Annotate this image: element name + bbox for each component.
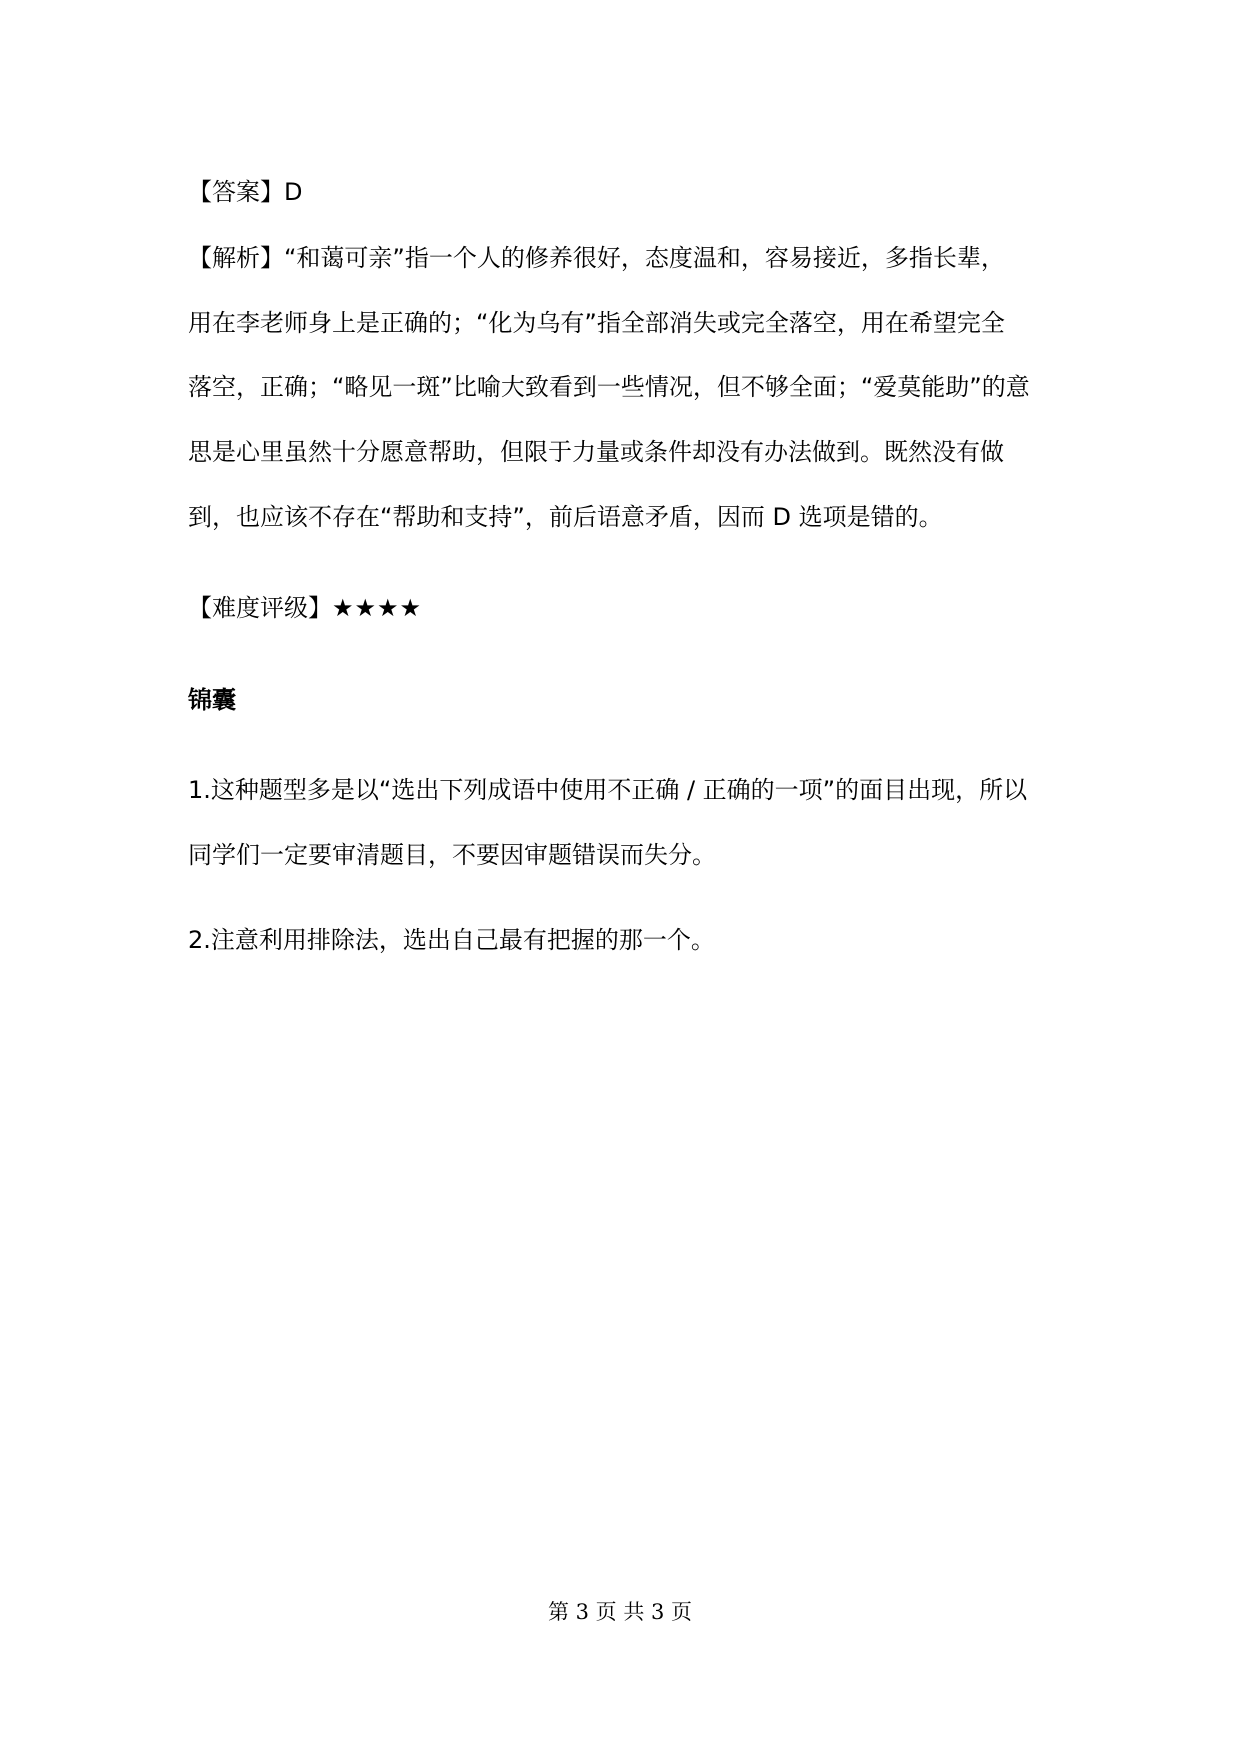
analysis-line-1 [188,243,1005,273]
answer-value: D [284,178,303,206]
analysis-label: 【解析】 [188,244,284,272]
tip-1-line-1: 1.这种题型多是以“选出下列成语中使用不正确 / 正确的一项”的面目出现，所以 [188,776,1028,804]
tip-1-line-2: 同学们一定要审清题目，不要因审题错误而失分。 [188,841,716,869]
analysis-line-5: 到，也应该不存在“帮助和支持”，前后语意矛盾，因而 D 选项是错的。 [188,503,943,531]
tip-2-line-1: 2.注意利用排除法，选出自己最有把握的那一个。 [188,926,715,954]
analysis-text: “和蔼可亲”指一个人的修养很好，态度温和，容易接近，多指长辈， [284,244,1005,272]
page-number-footer: 第 3 页 共 3 页 [547,1600,693,1624]
difficulty-line [188,593,422,623]
answer-line [188,177,302,207]
analysis-line-4: 思是心里虽然十分愿意帮助，但限于力量或条件却没有办法做到。既然没有做 [188,438,1004,466]
analysis-line-3: 落空，正确；“略见一斑”比喻大致看到一些情况，但不够全面；“爱莫能助”的意 [188,373,1030,401]
difficulty-label: 【难度评级】 [188,594,332,622]
analysis-line-2: 用在李老师身上是正确的；“化为乌有”指全部消失或完全落空，用在希望完全 [188,309,1005,337]
answer-label: 【答案】 [188,178,284,206]
difficulty-stars-icon: ★★★★ [332,594,423,622]
tips-heading: 锦囊 [188,686,236,714]
